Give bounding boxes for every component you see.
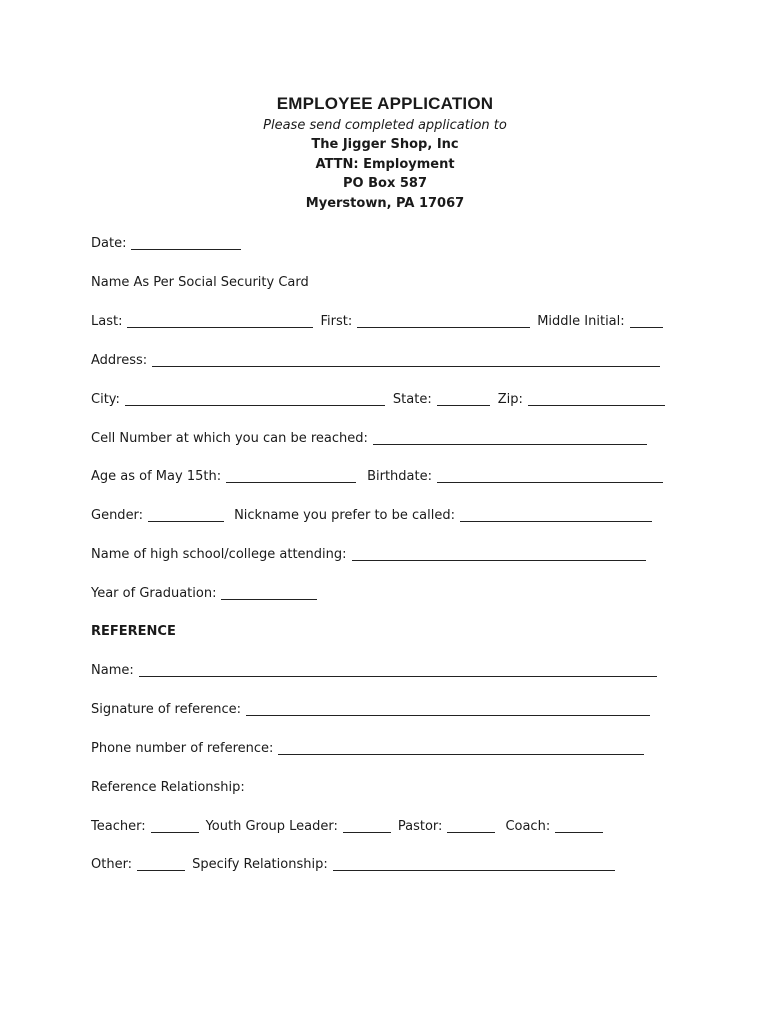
pastor-label: Pastor: — [397, 819, 443, 834]
last-name-label: Last: — [91, 314, 123, 329]
teacher-field[interactable] — [151, 832, 199, 833]
signature-field[interactable] — [246, 715, 650, 716]
gender-field[interactable] — [148, 521, 224, 522]
reference-phone-field[interactable] — [278, 754, 644, 755]
state-field[interactable] — [437, 405, 490, 406]
po-box-line: PO Box 587 — [343, 176, 427, 191]
signature-label: Signature of reference: — [91, 702, 241, 717]
school-field[interactable] — [352, 560, 646, 561]
teacher-label: Teacher: — [91, 819, 146, 834]
city-row — [91, 388, 671, 408]
relationship-label: Reference Relationship: — [91, 780, 245, 795]
city-label: City: — [91, 392, 120, 407]
reference-heading-row — [91, 620, 671, 640]
gender-row — [91, 504, 671, 524]
date-field[interactable] — [131, 249, 241, 250]
city-state-line: Myerstown, PA 17067 — [305, 195, 465, 211]
first-name-field[interactable] — [357, 327, 530, 328]
birthdate-label: Birthdate: — [367, 469, 432, 484]
graduation-row — [91, 582, 671, 602]
school-row — [91, 543, 671, 563]
specify-relationship-label: Specify Relationship: — [192, 857, 328, 872]
reference-name-label: Name: — [91, 663, 134, 678]
nickname-label: Nickname you prefer to be called: — [234, 508, 455, 523]
last-name-field[interactable] — [127, 327, 313, 328]
youth-group-leader-field[interactable] — [343, 832, 391, 833]
company-name: The Jigger Shop, Inc — [311, 137, 459, 152]
signature-row — [91, 698, 671, 718]
age-label: Age as of May 15th: — [91, 469, 222, 484]
name-row — [91, 310, 671, 330]
age-field[interactable] — [226, 482, 356, 483]
address-row — [91, 349, 671, 369]
age-row — [91, 465, 671, 485]
gender-label: Gender: — [91, 508, 144, 523]
relationship-row — [91, 776, 671, 796]
school-label: Name of high school/college attending: — [91, 547, 347, 562]
birthdate-field[interactable] — [437, 482, 663, 483]
coach-label: Coach: — [505, 819, 551, 834]
graduation-field[interactable] — [221, 599, 317, 600]
graduation-label: Year of Graduation: — [91, 586, 217, 601]
first-name-label: First: — [320, 314, 353, 329]
specify-relationship-field[interactable] — [333, 870, 615, 871]
relationship-options-row — [91, 815, 671, 835]
mailing-instruction: Please send completed application to — [263, 118, 507, 133]
state-label: State: — [392, 392, 432, 407]
name-ss-row — [91, 271, 671, 291]
coach-field[interactable] — [555, 832, 603, 833]
youth-group-leader-label: Youth Group Leader: — [205, 819, 338, 834]
zip-label: Zip: — [497, 392, 523, 407]
cell-number-label: Cell Number at which you can be reached: — [91, 431, 368, 446]
name-ss-label: Name As Per Social Security Card — [91, 275, 309, 290]
city-field[interactable] — [125, 405, 385, 406]
date-row — [91, 232, 671, 252]
reference-phone-row — [91, 737, 671, 757]
address-label: Address: — [91, 353, 148, 368]
other-label: Other: — [91, 857, 133, 872]
form-header — [0, 93, 770, 213]
middle-initial-field[interactable] — [630, 327, 663, 328]
reference-heading: REFERENCE — [91, 624, 176, 639]
nickname-field[interactable] — [460, 521, 652, 522]
zip-field[interactable] — [528, 405, 665, 406]
reference-phone-label: Phone number of reference: — [91, 741, 274, 756]
date-label: Date: — [91, 236, 127, 251]
form-title: EMPLOYEE APPLICATION — [276, 94, 494, 113]
cell-number-field[interactable] — [373, 444, 647, 445]
attn-line: ATTN: Employment — [315, 156, 455, 172]
other-row — [91, 853, 671, 873]
address-field[interactable] — [152, 366, 660, 367]
middle-initial-label: Middle Initial: — [537, 314, 625, 329]
other-field[interactable] — [137, 870, 185, 871]
pastor-field[interactable] — [447, 832, 495, 833]
reference-name-field[interactable] — [139, 676, 657, 677]
cell-row — [91, 427, 671, 447]
reference-name-row — [91, 659, 671, 679]
